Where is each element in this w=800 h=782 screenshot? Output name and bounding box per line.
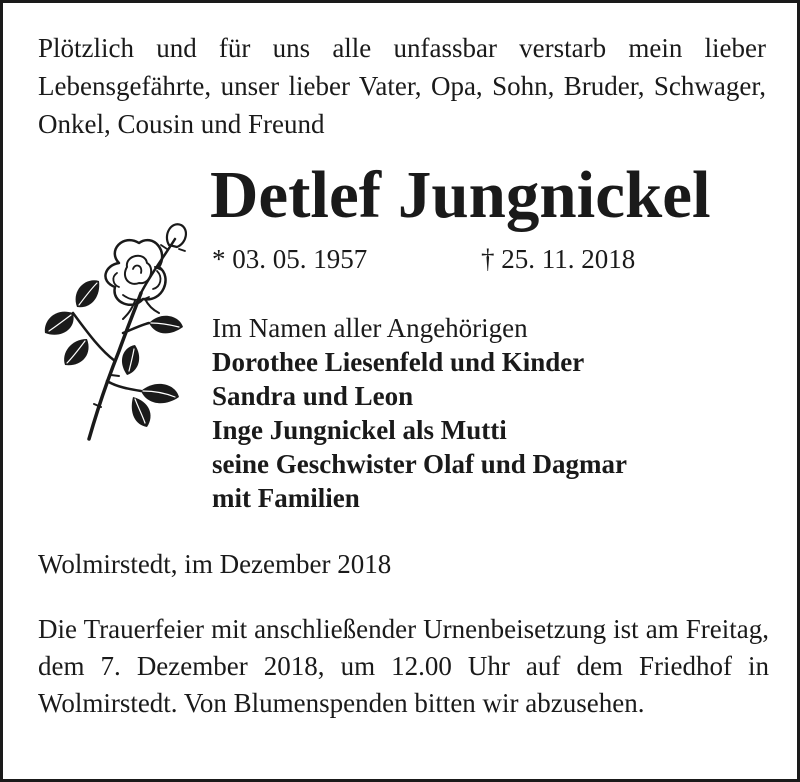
deceased-name: Detlef Jungnickel	[210, 158, 711, 232]
mourners-heading: Im Namen aller Angehörigen	[212, 313, 528, 343]
funeral-notice: Die Trauerfeier mit anschließender Urnenbeisetzung ist am Freitag, dem 7. Dezember 2018, um 12.00 Uhr auf dem Friedhof in Wolmirstedt. Von Blumenspenden bitten wir abzusehen.	[38, 614, 769, 718]
death-date: † 25. 11. 2018	[481, 244, 636, 274]
mourners-block	[212, 311, 627, 515]
place-date: Wolmirstedt, im Dezember 2018	[38, 549, 392, 579]
mourner-line: seine Geschwister Olaf und Dagmar	[212, 449, 627, 479]
mourner-line: mit Familien	[212, 483, 360, 513]
rose-icon	[37, 211, 197, 446]
mourner-line: Dorothee Liesenfeld und Kinder	[212, 347, 585, 377]
intro-text: Plötzlich und für uns alle unfassbar verstarb mein lieber Lebensgefährte, unser lieber Vater, Opa, Sohn, Bruder, Schwager, Onkel, Cousin und Freund	[38, 33, 766, 139]
mourner-line: Inge Jungnickel als Mutti	[212, 415, 507, 445]
mourner-line: Sandra und Leon	[212, 381, 414, 411]
birth-date: * 03. 05. 1957	[212, 244, 368, 274]
